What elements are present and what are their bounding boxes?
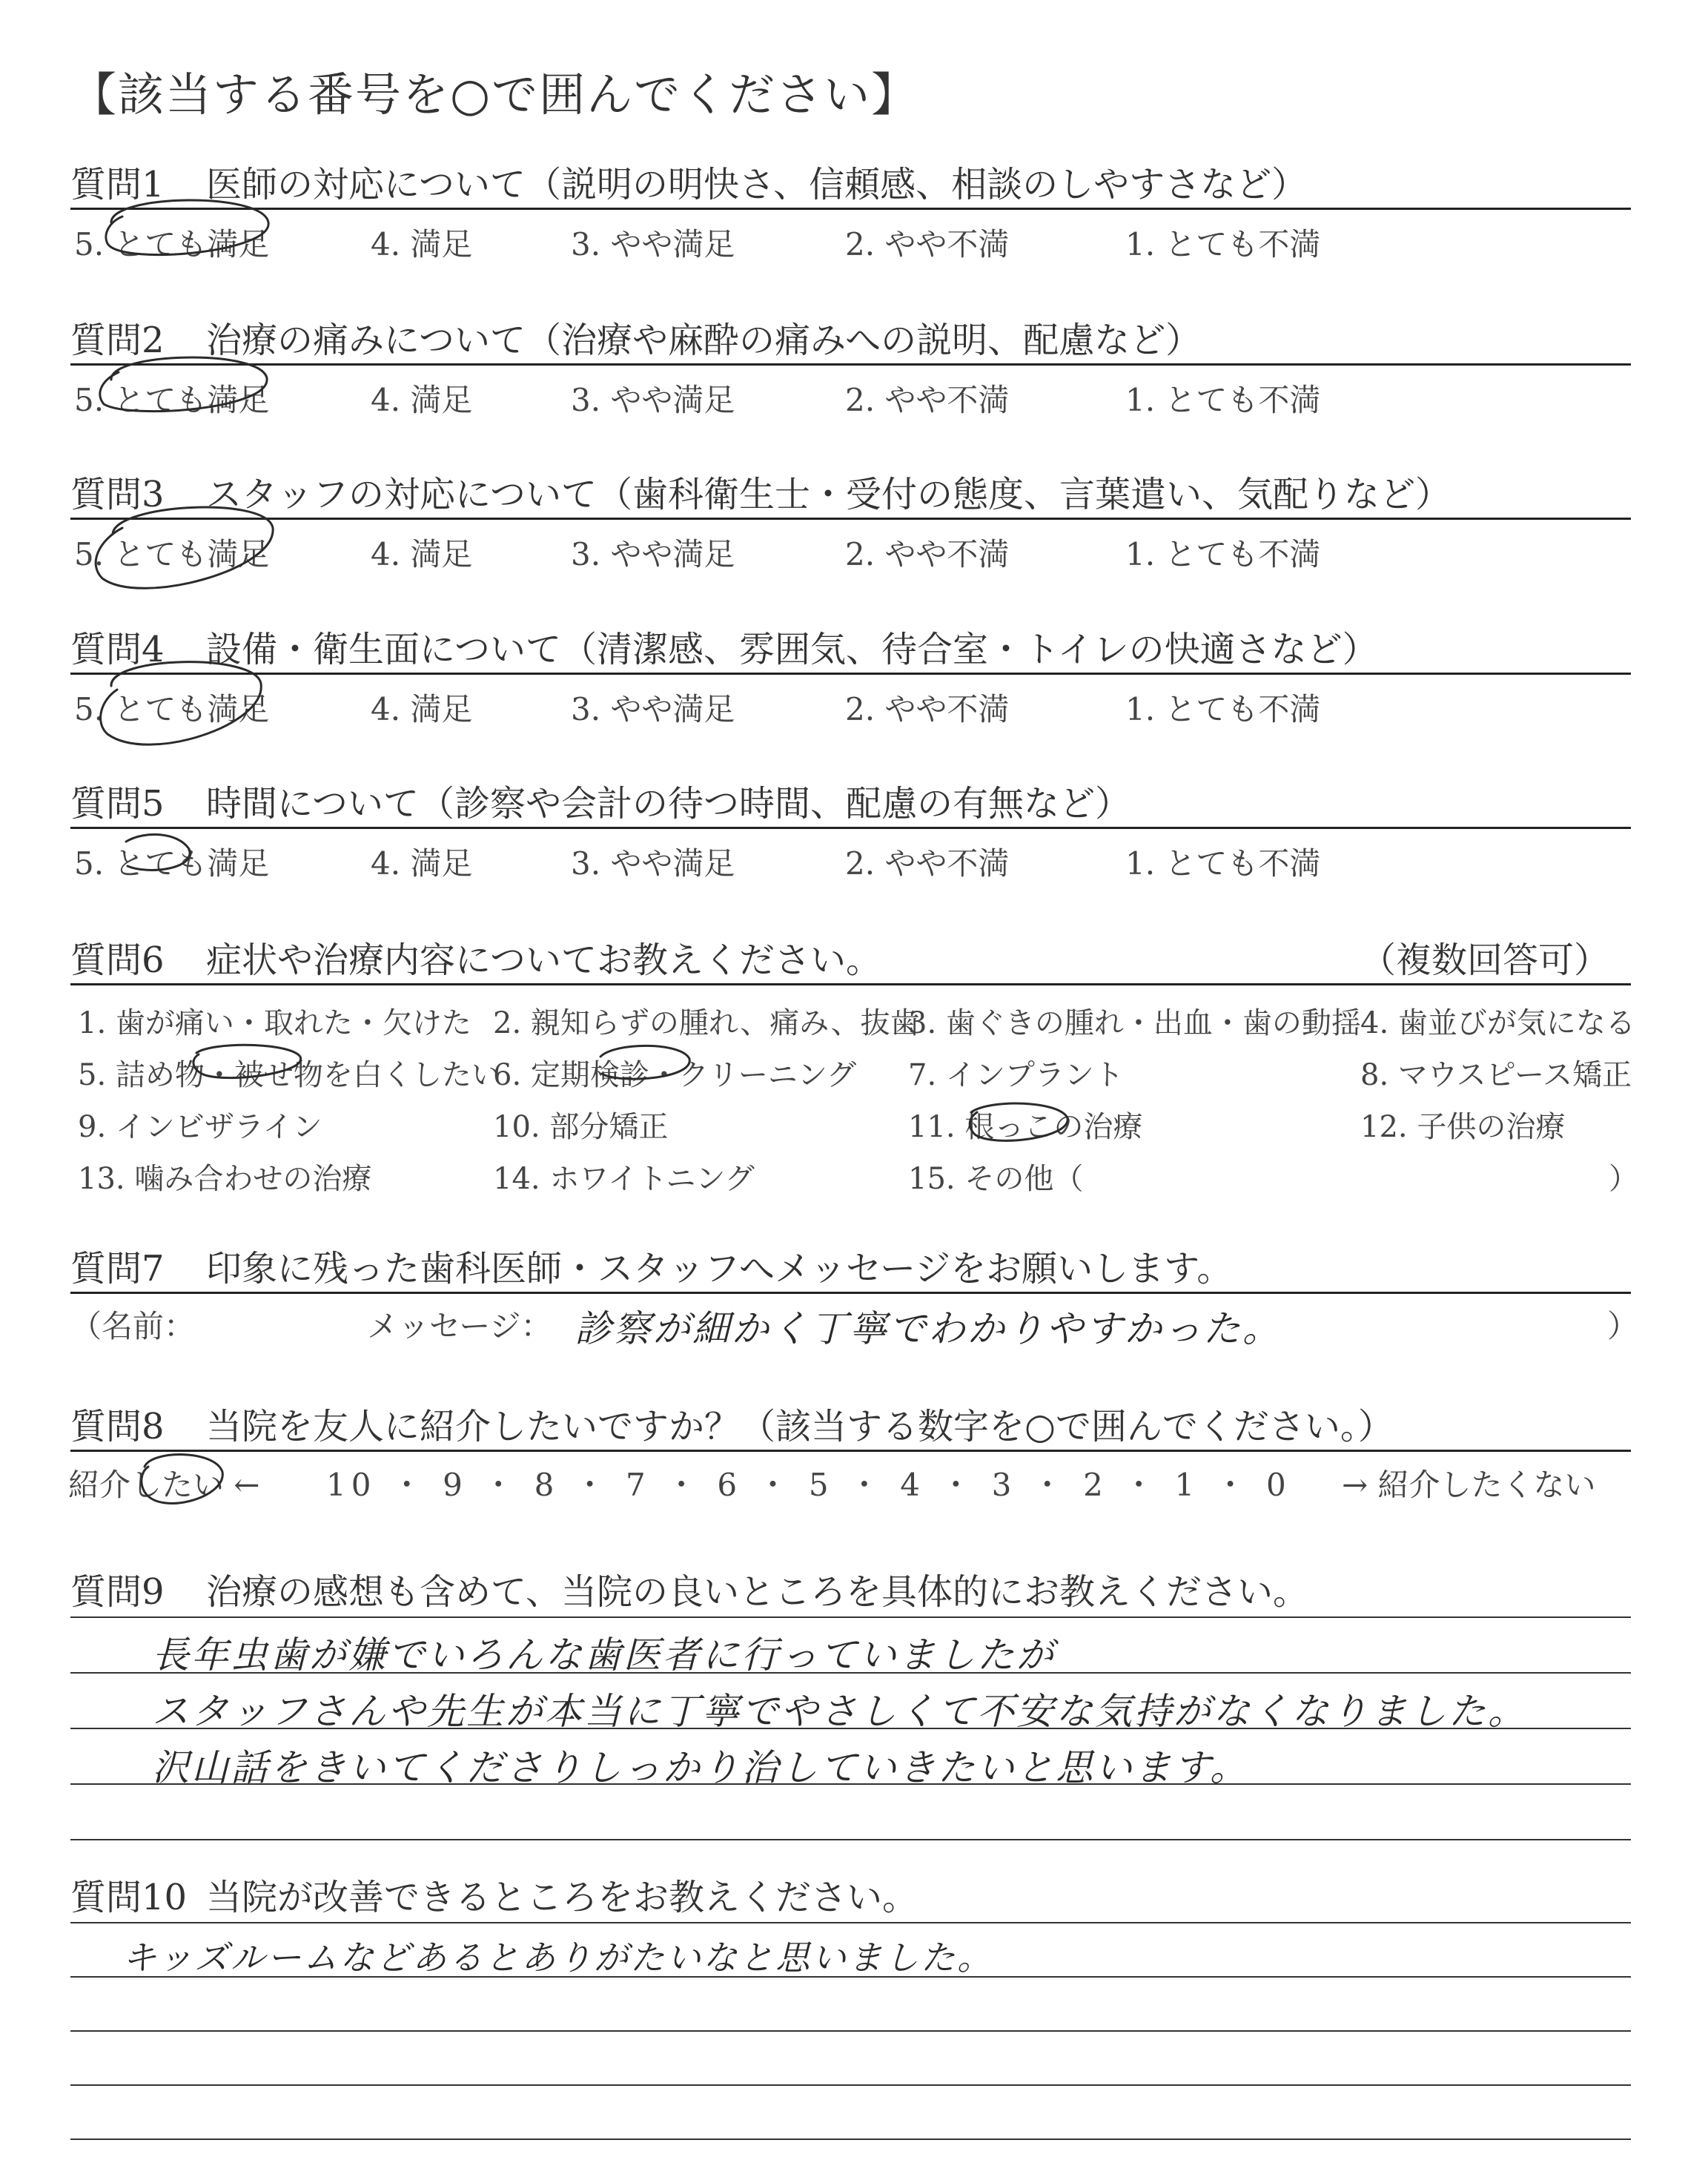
q8-left-label: 紹介したい ← (68, 1467, 260, 1503)
q5-option-1[interactable]: 1. とても不満 (1125, 845, 1321, 882)
q7-text: 印象に残った歯科医師・スタッフへメッセージをお願いします。 (206, 1248, 1233, 1289)
q6-text: 症状や治療内容についてお教えください。 (206, 939, 882, 981)
q5-label: 質問5 (70, 783, 165, 825)
q2-option-4[interactable]: 4. 満足 (371, 382, 473, 418)
q7-message-handwritten[interactable]: 診察が細かく丁寧でわかりやすかった。 (575, 1307, 1282, 1350)
q10-text: 当院が改善できるところをお教えください。 (206, 1877, 918, 1918)
q9-line-5 (70, 1839, 1631, 1840)
q8-rule (70, 1450, 1631, 1452)
q4-option-1[interactable]: 1. とても不満 (1125, 691, 1321, 727)
q4-text: 設備・衛生面について（清潔感、雰囲気、待合室・トイレの快適さなど） (206, 629, 1378, 670)
q6-option-10[interactable]: 10. 部分矯正 (493, 1110, 669, 1144)
q6-option-7[interactable]: 7. インプラント (908, 1058, 1124, 1092)
q1-option-4[interactable]: 4. 満足 (371, 226, 473, 262)
q6-option-15-close: ） (1609, 1162, 1638, 1196)
q9-answer-line-2[interactable]: スタッフさんや先生が本当に丁寧でやさしくて不安な気持がなくなりました。 (152, 1690, 1527, 1733)
q7-close-paren: ） (1607, 1308, 1639, 1344)
q6-rule (70, 983, 1631, 985)
q2-option-5[interactable]: 5. とても満足 (74, 382, 270, 418)
q10-line-5 (70, 2138, 1631, 2140)
q6-note: （複数回答可） (1360, 939, 1610, 981)
q5-option-2[interactable]: 2. やや不満 (845, 845, 1010, 882)
q7-rule (70, 1292, 1631, 1294)
q3-label: 質問3 (70, 474, 165, 515)
q6-option-15[interactable]: 15. その他（ (908, 1162, 1084, 1196)
q6-option-6[interactable]: 6. 定期検診・クリーニング (493, 1058, 857, 1092)
q8-text: 当院を友人に紹介したいですか？（該当する数字を○で囲んでください。） (206, 1406, 1394, 1447)
q5-text: 時間について（診察や会計の待つ時間、配慮の有無など） (206, 783, 1131, 825)
q3-option-5[interactable]: 5. とても満足 (74, 536, 270, 572)
q4-option-4[interactable]: 4. 満足 (371, 691, 473, 727)
q9-text: 治療の感想も含めて、当院の良いところを具体的にお教えください。 (206, 1571, 1309, 1613)
q10-answer[interactable]: キッズルームなどあるとありがたいなと思いました。 (122, 1938, 994, 1978)
q1-option-5[interactable]: 5. とても満足 (74, 226, 270, 262)
q3-option-2[interactable]: 2. やや不満 (845, 536, 1010, 572)
form-title: 【該当する番号を○で囲んでください】 (70, 67, 919, 122)
q9-answer-line-1[interactable]: 長年虫歯が嫌でいろんな歯医者に行っていましたが (152, 1634, 1056, 1677)
q6-option-1[interactable]: 1. 歯が痛い・取れた・欠けた (78, 1006, 471, 1040)
q9-answer-line-3[interactable]: 沢山話をきいてくださりしっかり治していきたいと思います。 (152, 1746, 1249, 1789)
q1-option-3[interactable]: 3. やや満足 (571, 226, 735, 262)
q1-label: 質問1 (70, 164, 165, 205)
q7-message-label: メッセージ： (367, 1308, 552, 1344)
q4-option-5[interactable]: 5. とても満足 (74, 691, 270, 727)
q6-option-5[interactable]: 5. 詰め物・被せ物を白くしたい (78, 1058, 501, 1092)
q6-option-13[interactable]: 13. 噛み合わせの治療 (78, 1162, 372, 1196)
q7-label: 質問7 (70, 1248, 165, 1289)
q9-label: 質問9 (70, 1571, 165, 1613)
q10-label: 質問10 (70, 1877, 188, 1918)
q10-line-3 (70, 2030, 1631, 2032)
q3-text: スタッフの対応について（歯科衛生士・受付の態度、言葉遣い、気配りなど） (206, 474, 1452, 515)
q6-option-12[interactable]: 12. 子供の治療 (1360, 1110, 1566, 1144)
q6-option-14[interactable]: 14. ホワイトニング (493, 1162, 755, 1196)
q2-option-2[interactable]: 2. やや不満 (845, 382, 1010, 418)
q5-rule (70, 827, 1631, 829)
q3-option-1[interactable]: 1. とても不満 (1125, 536, 1321, 572)
q4-rule (70, 673, 1631, 675)
q6-option-8[interactable]: 8. マウスピース矯正 (1360, 1058, 1632, 1092)
q1-option-1[interactable]: 1. とても不満 (1125, 226, 1321, 262)
q2-label: 質問2 (70, 320, 165, 361)
q6-option-4[interactable]: 4. 歯並びが気になる (1360, 1006, 1635, 1040)
q6-option-2[interactable]: 2. 親知らずの腫れ、痛み、抜歯 (493, 1006, 920, 1040)
q5-option-5[interactable]: 5. とても満足 (74, 845, 270, 882)
q1-text: 医師の対応について（説明の明快さ、信頼感、相談のしやすさなど） (206, 164, 1308, 205)
q8-right-label: → 紹介したくない (1342, 1467, 1596, 1503)
q8-scale[interactable]: 10 ・ 9 ・ 8 ・ 7 ・ 6 ・ 5 ・ 4 ・ 3 ・ 2 ・ 1 ・ 0 (326, 1467, 1291, 1503)
q4-option-3[interactable]: 3. やや満足 (571, 691, 735, 727)
q3-option-3[interactable]: 3. やや満足 (571, 536, 735, 572)
q6-label: 質問6 (70, 939, 165, 981)
q6-option-3[interactable]: 3. 歯ぐきの腫れ・出血・歯の動揺 (908, 1006, 1361, 1040)
q4-label: 質問4 (70, 629, 165, 670)
q2-option-1[interactable]: 1. とても不満 (1125, 382, 1321, 418)
q5-option-3[interactable]: 3. やや満足 (571, 845, 735, 882)
q7-name-label: （名前： (70, 1308, 196, 1344)
q3-rule (70, 518, 1631, 520)
q1-option-2[interactable]: 2. やや不満 (845, 226, 1010, 262)
q6-option-9[interactable]: 9. インビザライン (78, 1110, 322, 1144)
q6-option-11[interactable]: 11. 根っこの治療 (908, 1110, 1143, 1144)
q4-option-2[interactable]: 2. やや不満 (845, 691, 1010, 727)
q3-option-4[interactable]: 4. 満足 (371, 536, 473, 572)
q8-label: 質問8 (70, 1406, 165, 1447)
q1-rule (70, 208, 1631, 210)
q10-line-1 (70, 1922, 1631, 1923)
q2-text: 治療の痛みについて（治療や麻酔の痛みへの説明、配慮など） (206, 320, 1202, 361)
q5-option-4[interactable]: 4. 満足 (371, 845, 473, 882)
q10-line-4 (70, 2084, 1631, 2086)
q2-option-3[interactable]: 3. やや満足 (571, 382, 735, 418)
q2-rule (70, 363, 1631, 366)
q9-line-1 (70, 1616, 1631, 1618)
